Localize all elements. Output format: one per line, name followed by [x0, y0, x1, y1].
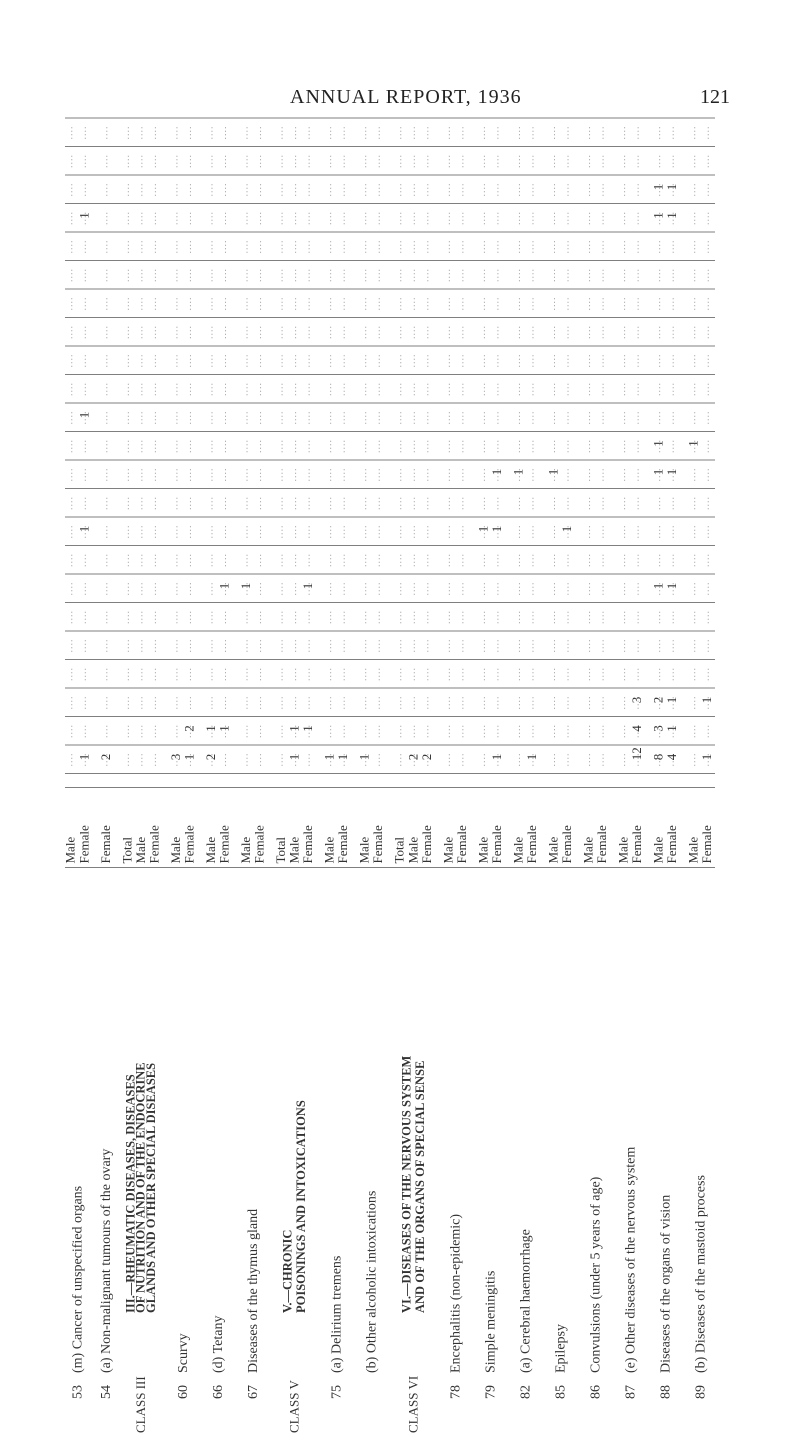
cell-value: 1: [650, 440, 666, 447]
disease-code: 53: [70, 1385, 86, 1399]
class-heading: POISONINGS AND INTOXICATIONS: [294, 1100, 309, 1313]
cell-value: 1: [76, 753, 92, 761]
cell-value: 1: [76, 411, 92, 419]
class-heading: V.—CHRONIC: [280, 1229, 295, 1313]
cell-value: 1: [356, 753, 372, 761]
disease-code: 82: [518, 1385, 534, 1399]
cell-value: 1: [650, 183, 666, 191]
cell-value: 1: [699, 753, 715, 761]
sex-subheader: Male: [475, 836, 491, 864]
disease-label: Convulsions (under 5 years of age): [588, 1176, 604, 1373]
disease-label: Diseases of the organs of vision: [658, 1194, 674, 1373]
sex-subheader: Male: [685, 836, 701, 864]
disease-code: 67: [246, 1385, 262, 1399]
sex-subheader: Female: [523, 825, 539, 864]
cell-value: 1: [300, 725, 316, 732]
sex-subheader: Male: [132, 836, 148, 864]
disease-label: (a) Delirium tremens: [329, 1255, 345, 1373]
disease-code: 89: [693, 1385, 709, 1399]
cell-value: 4: [664, 753, 680, 761]
cell-value: 1: [664, 582, 680, 590]
sex-subheader: Male: [580, 836, 596, 864]
sex-subheader: Female: [181, 825, 197, 864]
sex-subheader: Male: [405, 836, 421, 864]
sex-subheader: Female: [664, 825, 680, 864]
cell-value: 1: [300, 582, 316, 590]
sex-subheader: Female: [418, 825, 434, 864]
sex-subheader: Male: [286, 836, 302, 864]
disease-label: Scurvy: [175, 1333, 191, 1373]
report-title: ANNUAL REPORT, 1936: [290, 86, 522, 108]
cell-value: 8: [650, 753, 666, 761]
cell-value: 1: [664, 212, 680, 219]
sex-subheader: Total: [273, 836, 289, 864]
disease-code: 87: [623, 1385, 639, 1399]
cell-value: 1: [664, 725, 680, 732]
class-heading: VI.—DISEASES OF THE NERVOUS SYSTEM: [399, 1055, 414, 1313]
disease-code: 75: [329, 1385, 345, 1399]
cell-value: 1: [76, 212, 92, 219]
class-heading: III.—RHEUMATIC DISEASES, DISEASES: [123, 1074, 138, 1313]
sex-subheader: Female: [216, 825, 232, 864]
disease-label: (b) Other alcoholic intoxications: [364, 1190, 380, 1373]
cell-value: 1: [650, 212, 666, 219]
cell-value: 1: [488, 753, 504, 761]
sex-subheader: Male: [62, 836, 78, 864]
sex-subheader: Female: [146, 825, 162, 864]
sex-subheader: Female: [300, 825, 316, 864]
cell-value: 2: [418, 753, 434, 761]
sex-subheader: Total: [119, 836, 135, 864]
sex-subheader: Male: [356, 836, 372, 864]
disease-label: Epilepsy: [553, 1324, 569, 1373]
class-heading: AND OF THE ORGANS OF SPECIAL SENSE: [412, 1060, 427, 1313]
sex-subheader: Female: [76, 825, 92, 864]
sex-subheader: Male: [440, 836, 456, 864]
cell-value: 2: [202, 753, 218, 761]
cell-value: 1: [685, 440, 701, 447]
cell-value: 2: [181, 725, 197, 732]
class-heading: GLANDS AND OTHER SPECIAL DISEASES: [143, 1062, 158, 1313]
disease-code: 66: [210, 1385, 226, 1399]
sex-subheader: Female: [699, 825, 715, 864]
sex-subheader: Female: [488, 825, 504, 864]
cell-value: 1: [559, 525, 575, 533]
sex-subheader: Female: [370, 825, 386, 864]
disease-label: Diseases of the thymus gland: [246, 1208, 262, 1373]
cell-value: 3: [167, 753, 183, 761]
sex-subheader: Male: [545, 836, 561, 864]
sex-subheader: Male: [321, 836, 337, 864]
sex-subheader: Female: [97, 825, 113, 864]
sex-subheader: Male: [510, 836, 526, 864]
disease-code: 60: [175, 1385, 191, 1399]
cell-value: 2: [405, 753, 421, 761]
disease-label: (e) Other diseases of the nervous system: [623, 1146, 639, 1373]
cell-value: 1: [286, 753, 302, 761]
sex-subheader: Female: [559, 825, 575, 864]
disease-code: 85: [553, 1385, 569, 1399]
cell-value: 1: [76, 525, 92, 533]
disease-code: 86: [588, 1385, 604, 1399]
cell-value: 1: [181, 753, 197, 761]
sex-subheader: Female: [251, 825, 267, 864]
disease-code: 78: [448, 1385, 464, 1399]
cell-value: 1: [321, 753, 337, 761]
disease-code: 54: [99, 1385, 115, 1399]
sex-subheader: Female: [629, 825, 645, 864]
cell-value: 1: [523, 753, 539, 761]
cell-value: 1: [335, 753, 351, 761]
disease-label: Encephalitis (non-epidemic): [448, 1214, 464, 1373]
cell-value: 1: [216, 582, 232, 590]
disease-label: (a) Cerebral haemorrhage: [518, 1229, 534, 1373]
cell-value: 1: [238, 582, 254, 590]
disease-label: (a) Non-malignant tumours of the ovary: [99, 1148, 115, 1373]
cell-value: 1: [286, 725, 302, 732]
disease-label: (d) Tetany: [210, 1315, 226, 1373]
sex-subheader: Female: [594, 825, 610, 864]
class-heading: OF NUTRITION AND OF THE ENDOCRINE: [133, 1062, 148, 1313]
cell-value: 12: [629, 747, 645, 761]
class-code: CLASS III: [132, 1376, 148, 1433]
disease-label: (b) Diseases of the mastoid process: [693, 1175, 709, 1373]
cell-value: 1: [664, 468, 680, 476]
class-code: CLASS V: [286, 1380, 302, 1433]
sex-subheader: Male: [202, 836, 218, 864]
cell-value: 1: [699, 696, 715, 704]
cell-value: 2: [97, 753, 113, 761]
disease-code: 88: [658, 1385, 674, 1399]
cell-value: 1: [475, 525, 491, 533]
sex-subheader: Female: [335, 825, 351, 864]
cell-value: 1: [488, 468, 504, 476]
disease-label: Simple meningitis: [483, 1270, 499, 1373]
class-code: CLASS VI: [405, 1375, 421, 1433]
page-number: 121: [700, 86, 730, 108]
cell-value: 1: [216, 725, 232, 732]
sex-subheader: Female: [453, 825, 469, 864]
cell-value: 1: [488, 525, 504, 533]
cell-value: 1: [650, 582, 666, 590]
cell-value: 1: [664, 696, 680, 704]
sex-subheader: Total: [391, 836, 407, 864]
sex-subheader: Male: [167, 836, 183, 864]
cell-value: 3: [650, 725, 666, 732]
cell-value: 4: [629, 725, 645, 732]
cell-value: 2: [650, 696, 666, 704]
disease-code: 79: [483, 1385, 499, 1399]
sex-subheader: Male: [615, 836, 631, 864]
sex-subheader: Male: [650, 836, 666, 864]
cell-value: 1: [545, 468, 561, 476]
cell-value: 1: [510, 468, 526, 476]
disease-label: (m) Cancer of unspecified organs: [70, 1185, 86, 1373]
cell-value: 1: [664, 183, 680, 191]
sex-subheader: Male: [238, 836, 254, 864]
cell-value: 1: [202, 725, 218, 732]
cell-value: 1: [650, 468, 666, 476]
cell-value: 3: [629, 696, 645, 704]
